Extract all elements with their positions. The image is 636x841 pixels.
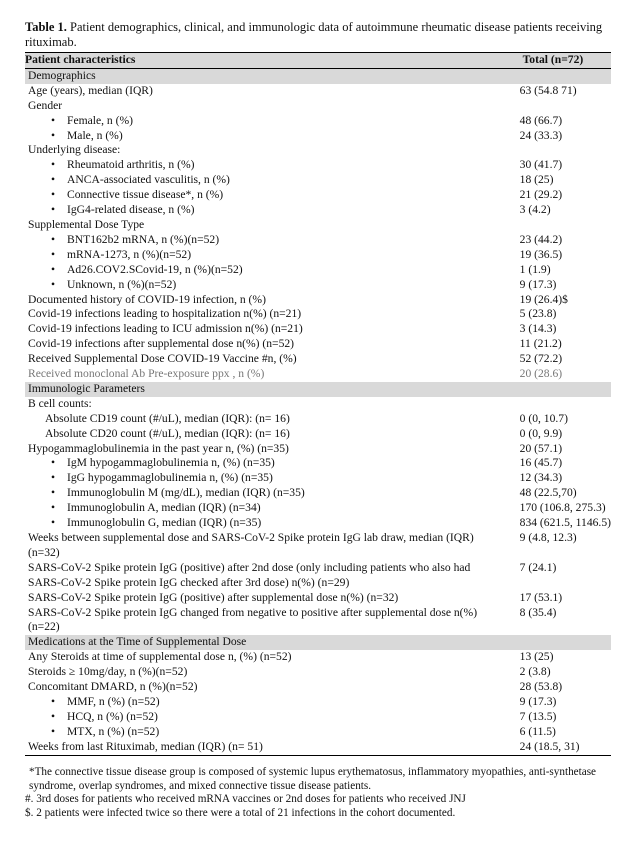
row-label: Medications at the Time of Supplemental Dose — [28, 635, 247, 649]
row-label: Any Steroids at time of supplemental dose n, (%) (n=52) — [28, 650, 292, 664]
bullet-icon: • — [51, 232, 56, 246]
bullet-icon: • — [51, 188, 56, 202]
section-row — [25, 68, 611, 83]
row-value: 1 (1.9) — [519, 262, 551, 276]
row-value: 11 (21.2) — [519, 337, 562, 351]
bullet-icon: • — [51, 456, 56, 470]
row-label: Female, n (%) — [67, 113, 133, 127]
row-value: 7 (13.5) — [519, 709, 557, 723]
bullet-icon: • — [51, 158, 56, 172]
row-value: 170 (106.8, 275.3) — [519, 501, 606, 515]
section-row — [25, 635, 611, 650]
row-value — [520, 635, 611, 650]
footnote: $. 2 patients were infected twice so there were a total of 21 infections in the cohort documented. — [25, 806, 456, 819]
row-value: 2 (3.8) — [519, 665, 551, 679]
table-row — [25, 427, 611, 442]
row-label: Covid-19 infections leading to ICU admission n(%) (n=21) — [28, 322, 303, 336]
row-value: 5 (23.8) — [519, 307, 557, 321]
patient-table — [25, 52, 611, 756]
row-label: Immunoglobulin A, median (IQR) (n=34) — [67, 501, 261, 515]
row-value — [520, 143, 611, 158]
table-row — [25, 725, 611, 740]
row-value: 9 (4.8, 12.3) — [519, 531, 577, 544]
footnote: #. 3rd doses for patients who received mRNA vaccines or 2nd doses for patients who received JNJ — [25, 793, 466, 805]
table-row — [25, 710, 611, 725]
row-value: 16 (45.7) — [519, 456, 563, 470]
table-row — [25, 501, 611, 516]
header-total: Total (n=72) — [520, 53, 611, 69]
row-value: 3 (14.3) — [519, 322, 557, 336]
table-row — [25, 456, 611, 471]
row-value: 9 (17.3) — [519, 277, 557, 291]
table-row — [25, 695, 611, 710]
row-value: 52 (72.2) — [519, 352, 563, 366]
row-label: BNT162b2 mRNA, n (%)(n=52) — [67, 232, 220, 246]
row-value: 24 (18.5, 31) — [520, 740, 611, 755]
caption-label: Table 1. — [25, 20, 67, 34]
row-label: Rheumatoid arthritis, n (%) — [67, 158, 195, 172]
table-row — [25, 203, 611, 218]
row-label: Supplemental Dose Type — [28, 217, 145, 231]
row-label: Ad26.COV2.SCovid-19, n (%)(n=52) — [67, 262, 243, 276]
table-row — [25, 188, 611, 203]
row-label: Absolute CD19 count (#/uL), median (IQR): (n= 16) — [45, 411, 290, 425]
bullet-icon: • — [51, 247, 56, 261]
row-label: Immunologic Parameters — [28, 381, 145, 395]
row-label: Covid-19 infections after supplemental dose n(%) (n=52) — [28, 337, 295, 351]
row-value — [520, 397, 611, 412]
table-row — [25, 233, 611, 248]
row-value: 17 (53.1) — [519, 590, 563, 604]
row-label: Unknown, n (%)(n=52) — [67, 277, 177, 291]
table-row — [25, 307, 611, 322]
row-value: 19 (26.4)$ — [519, 292, 568, 306]
row-value: 3 (4.2) — [519, 203, 551, 217]
row-label: ANCA-associated vasculitis, n (%) — [67, 173, 230, 187]
row-label: Covid-19 infections leading to hospitalization n(%) (n=21) — [28, 307, 302, 321]
table-row — [25, 680, 611, 695]
table-row — [25, 606, 611, 636]
section-row — [25, 382, 611, 397]
table-footnotes — [25, 766, 610, 820]
row-label: Received Supplemental Dose COVID-19 Vaccine #n, (%) — [28, 352, 297, 366]
table-row — [25, 293, 611, 308]
bullet-icon: • — [51, 709, 56, 723]
table-row — [25, 442, 611, 457]
row-label: Concomitant DMARD, n (%)(n=52) — [28, 680, 198, 694]
row-label: Hypogammaglobulinemia in the past year n, (%) (n=35) — [28, 441, 289, 455]
bullet-icon: • — [51, 516, 56, 530]
bullet-icon: • — [51, 277, 56, 291]
table-row — [25, 650, 611, 665]
row-value: 0 (0, 10.7) — [519, 411, 568, 425]
bullet-icon: • — [51, 486, 56, 500]
row-value: 20 (57.1) — [519, 441, 563, 455]
row-label: Received monoclonal Ab Pre-exposure ppx , n (%) — [28, 367, 265, 381]
row-value: 28 (53.8) — [519, 680, 563, 694]
table-row — [25, 158, 611, 173]
table-row — [25, 218, 611, 233]
row-label: Absolute CD20 count (#/uL), median (IQR): (n= 16) — [45, 426, 290, 440]
table-row — [25, 412, 611, 427]
row-label: Documented history of COVID-19 infection, n (%) — [28, 292, 266, 306]
row-value: 12 (34.3) — [519, 471, 563, 485]
footnote: *The connective tissue disease group is composed of systemic lupus erythematosus, inflammatory myopathies, anti-synthetase syndrome, overlap syndromes, and mixed connective tissue disease patients. — [29, 766, 597, 792]
table-row — [25, 665, 611, 680]
table-row — [25, 114, 611, 129]
table-row — [25, 740, 611, 755]
table-row — [25, 471, 611, 486]
row-label: Male, n (%) — [67, 128, 123, 142]
table-row — [25, 84, 611, 99]
bullet-icon: • — [51, 128, 56, 142]
row-value: 834 (621.5, 1146.5) — [519, 516, 611, 530]
row-value — [520, 382, 611, 397]
row-value — [520, 68, 611, 83]
table-row — [25, 367, 611, 382]
bullet-icon: • — [51, 262, 56, 276]
row-label: IgG hypogammaglobulinemia n, (%) (n=35) — [67, 471, 273, 485]
row-value: 48 (66.7) — [519, 113, 563, 127]
row-label: MMF, n (%) (n=52) — [67, 694, 160, 708]
row-label: Steroids ≥ 10mg/day, n (%)(n=52) — [28, 665, 188, 679]
bullet-icon: • — [51, 173, 56, 187]
bullet-icon: • — [51, 113, 56, 127]
row-value: 30 (41.7) — [519, 158, 563, 172]
row-label: Connective tissue disease*, n (%) — [67, 188, 224, 202]
caption-text: Patient demographics, clinical, and immunologic data of autoimmune rheumatic disease patients receiving rituximab. — [25, 20, 603, 49]
row-value: 18 (25) — [519, 173, 554, 187]
row-label: Immunoglobulin M (mg/dL), median (IQR) (n=35) — [67, 486, 305, 500]
row-label: Demographics — [28, 68, 96, 82]
row-value — [520, 218, 611, 233]
row-label: B cell counts: — [28, 396, 92, 410]
row-value: 24 (33.3) — [519, 128, 563, 142]
table-row — [25, 278, 611, 293]
table-row — [25, 561, 611, 591]
table-row — [25, 397, 611, 412]
bullet-icon: • — [51, 471, 56, 485]
table-row — [25, 531, 611, 561]
row-label: IgG4-related disease, n (%) — [67, 203, 195, 217]
row-label: Weeks between supplemental dose and SARS-CoV-2 Spike protein IgG lab draw, median (IQR) (n=32) — [28, 531, 474, 559]
row-value: 9 (17.3) — [519, 694, 557, 708]
header-characteristics: Patient characteristics — [25, 53, 520, 69]
table-row — [25, 352, 611, 367]
bullet-icon: • — [51, 724, 56, 738]
row-label: Gender — [28, 98, 63, 112]
bullet-icon: • — [51, 203, 56, 217]
row-label: Weeks from last Rituximab, median (IQR) (n= 51) — [28, 739, 263, 753]
row-value: 19 (36.5) — [519, 247, 563, 261]
row-value: 21 (29.2) — [519, 188, 563, 202]
row-label: HCQ, n (%) (n=52) — [67, 709, 158, 723]
row-value: 7 (24.1) — [519, 560, 557, 574]
row-value: 20 (28.6) — [519, 367, 563, 381]
row-label: IgM hypogammaglobulinemia n, (%) (n=35) — [67, 456, 275, 470]
table-row — [25, 591, 611, 606]
table-row — [25, 173, 611, 188]
bullet-icon: • — [51, 501, 56, 515]
table-row — [25, 516, 611, 531]
table-row — [25, 143, 611, 158]
table-row — [25, 263, 611, 278]
table-row — [25, 99, 611, 114]
table-row — [25, 337, 611, 352]
table-row — [25, 129, 611, 144]
row-label: Age (years), median (IQR) — [28, 83, 153, 97]
row-label: Underlying disease: — [28, 143, 121, 157]
row-label: SARS-CoV-2 Spike protein IgG (positive) after 2nd dose (only including patients who also had SARS-CoV-2 Spike protein IgG checked after 3rd dose) n(%) (n=29) — [28, 560, 471, 589]
table-header-row — [25, 53, 611, 69]
bullet-icon: • — [51, 694, 56, 708]
row-label: SARS-CoV-2 Spike protein IgG (positive) after supplemental dose n(%) (n=32) — [28, 590, 399, 604]
row-value: 23 (44.2) — [519, 232, 563, 246]
row-value: 8 (35.4) — [519, 605, 557, 619]
row-value: 0 (0, 9.9) — [519, 426, 563, 440]
row-value: 6 (11.5) — [519, 724, 556, 738]
row-label: SARS-CoV-2 Spike protein IgG changed from negative to positive after supplemental dose n(%) (n=22) — [28, 605, 478, 634]
row-value: 48 (22.5,70) — [519, 486, 577, 500]
table-row — [25, 486, 611, 501]
table-row — [25, 322, 611, 337]
row-value: 13 (25) — [519, 650, 554, 664]
row-label: mRNA-1273, n (%)(n=52) — [67, 247, 192, 261]
table-row — [25, 248, 611, 263]
row-label: MTX, n (%) (n=52) — [67, 724, 160, 738]
table-caption — [25, 20, 610, 50]
row-value: 63 (54.8 71) — [519, 83, 577, 97]
row-value — [520, 99, 611, 114]
row-label: Immunoglobulin G, median (IQR) (n=35) — [67, 516, 262, 530]
